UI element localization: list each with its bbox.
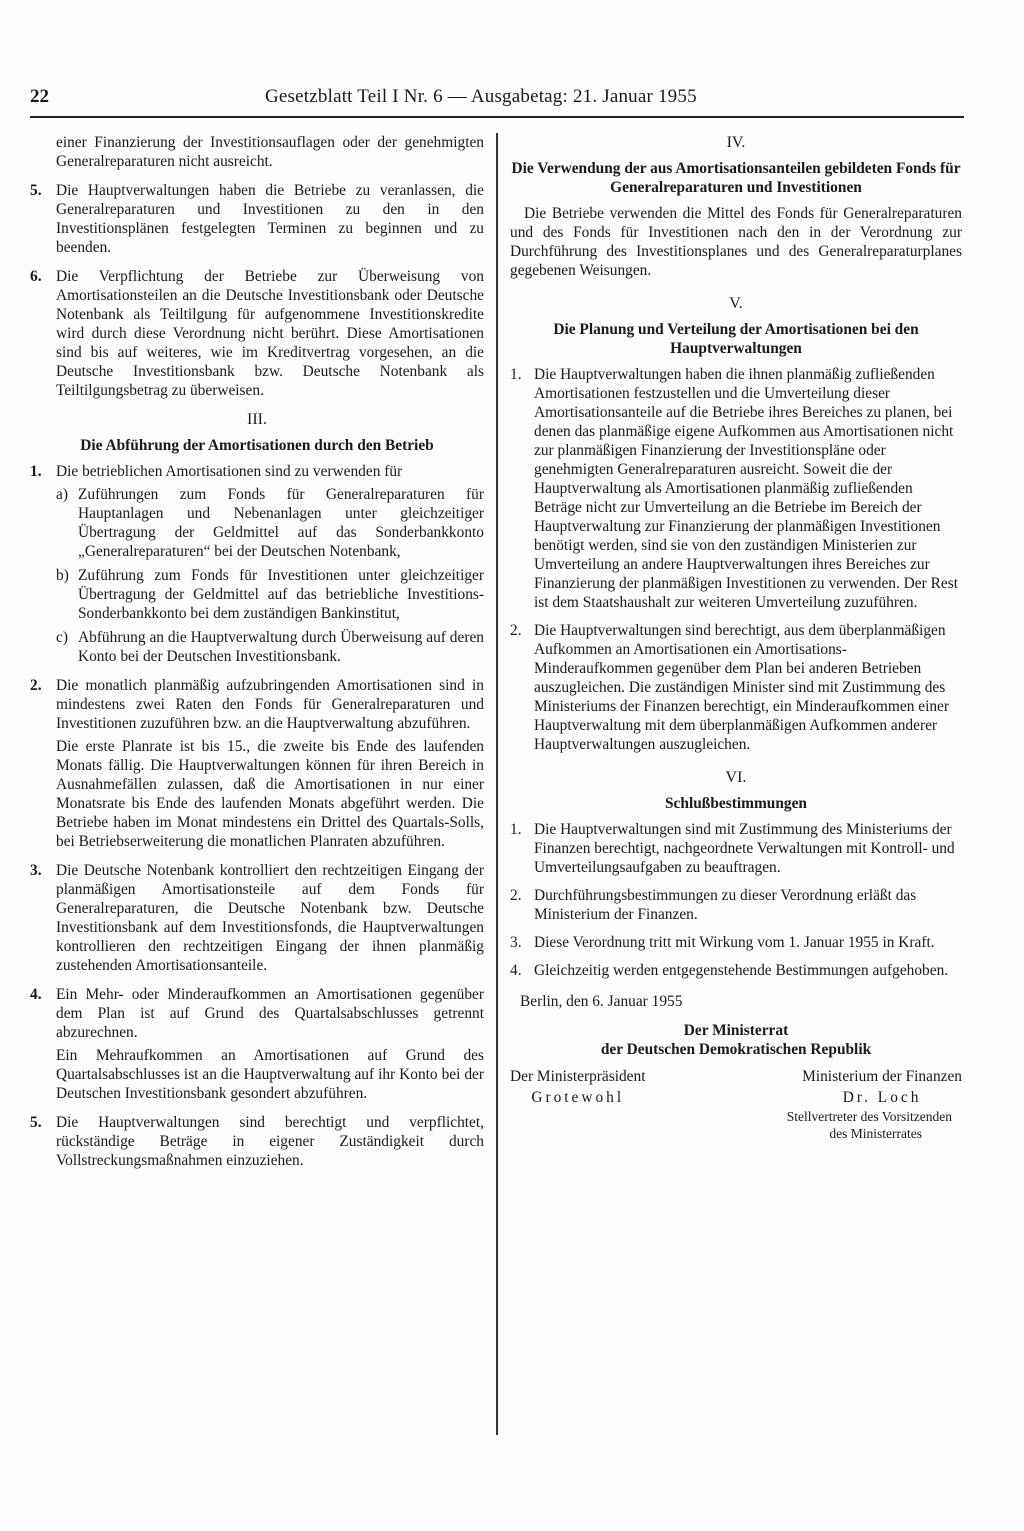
sub-item-letter: b) [56,567,69,584]
item-text-continued: Ein Mehraufkommen an Amortisationen auf Grund des Quartalsabschlusses ist an die Hauptverwaltung auf ihr Konto bei der Deutschen Investitionsbank gesondert abzuführen. [56,1047,484,1102]
page-header [30,86,964,118]
item-number: 6. [30,268,42,285]
sub-item [56,566,484,623]
section-paragraph: Die Betriebe verwenden die Mittel des Fonds für Generalreparaturen und des Fonds für Investitionen nach den in der Verordnung zur Durchführung des Investitionsplanes und des Generalreparaturplanes gegebenen Weisungen. [510,205,962,279]
signer-note: Stellvertreter des Vorsitzenden [786,1109,952,1124]
sub-item-text: Abführung an die Hauptverwaltung durch Überweisung auf deren Konto bei der Deutschen Investitionsbank. [78,629,484,665]
item-number: 1. [30,463,42,480]
list-item [30,861,484,975]
page-number: 22 [30,86,49,107]
list-item [30,985,484,1103]
item-number: 2. [510,887,522,904]
list-item [510,886,962,924]
section-number: VI. [725,769,747,786]
list-item [30,267,484,400]
section-number: V. [729,295,743,312]
item-number: 5. [30,1114,42,1131]
item-number: 3. [30,862,42,879]
item-text: Die Deutsche Notenbank kontrolliert den rechtzeitigen Eingang der planmäßigen Amortisationsteile auf dem Fonds für Generalreparaturen, die Deutsche Notenbank bzw. Deutsche Investitionsbank auf dem Investitionsfonds, die Hauptverwaltungen kontrollieren den rechtzeitigen Eingang der ihnen planmäßig zustehenden Amortisationsanteile. [56,862,484,974]
signer-name: Grotewohl [531,1089,625,1106]
item-text: Die Hauptverwaltungen sind berechtigt und verpflichtet, rückständige Beträge in eigener Zuständigkeit durch Vollstreckungsmaßnahmen einzuziehen. [56,1114,484,1169]
list-item [510,365,962,612]
section-title: Schlußbestimmungen [665,795,807,812]
item-number: 1. [510,366,522,383]
column-divider [496,133,498,1435]
item-text: Durchführungsbestimmungen zu dieser Verordnung erläßt das Ministerium der Finanzen. [534,887,917,923]
section-number: III. [247,411,267,428]
item-text: Diese Verordnung tritt mit Wirkung vom 1. Januar 1955 in Kraft. [534,934,935,951]
list-item [30,1113,484,1170]
right-column [510,133,962,1141]
item-number: 2. [510,622,522,639]
sub-item-text: Zuführungen zum Fonds für Generalreparaturen für Hauptanlagen und Nebenanlagen unter gleichzeitiger Übertragung der Geldmittel auf das Sonderbankkonto „Generalreparaturen“ bei der Deutschen Notenbank, [78,486,484,560]
list-item [510,820,962,877]
item-text: Die Hauptverwaltungen haben die Betriebe zu veranlassen, die Generalreparaturen und Investitionen zu den in den Investitionsplänen festgelegten Terminen zu beginnen und zu beenden. [56,182,484,256]
item-number: 3. [510,934,522,951]
left-column [30,133,484,1180]
item-number: 1. [510,821,522,838]
item-number: 4. [30,986,42,1003]
item-text: Die Hauptverwaltungen sind mit Zustimmung des Ministeriums der Finanzen berechtigt, nachgeordnete Verwaltungen mit Kontroll- und Umverteilungsaufgaben zu beauftragen. [534,821,955,876]
list-item [30,181,484,257]
list-item [30,462,484,481]
signature-row [510,1067,962,1107]
item-text: Gleichzeitig werden entgegenstehende Bestimmungen aufgehoben. [534,962,949,979]
section-title: Die Planung und Verteilung der Amortisationen bei den Hauptverwaltungen [553,321,919,357]
item-text-continued: Die erste Planrate ist bis 15., die zweite bis Ende des laufenden Monats fällig. Die Hauptverwaltungen können für ihren Bereich in Ausnahmefällen zulassen, daß die Amortisationen in nur einer Monatsrate bis Ende des laufenden Monats abgeführt werden. Die Betriebe haben im Monat mindestens ein Drittel des Quartals-Solls, bei Betriebserweiterung die monatlichen Planraten abzuführen. [56,738,484,850]
item-text: Die Hauptverwaltungen sind berechtigt, aus dem überplanmäßigen Aufkommen an Amortisationen ein Amortisations-Minderaufkommen gegenüber dem Plan bei anderen Betrieben auszugleichen. Die zuständigen Minister sind mit Zustimmung des Ministeriums der Finanzen berechtigt, ein Minderaufkommen einer Hauptverwaltung mit dem überplanmäßigen Aufkommen anderer Hauptverwaltungen auszugleichen. [534,622,949,753]
signer-name: Dr. Loch [842,1089,922,1106]
sub-item-letter: a) [56,486,68,503]
sub-item-text: Zuführung zum Fonds für Investitionen unter gleichzeitiger Übertragung der Geldmittel auf das betriebliche Investitions-Sonderbankkonto bei dem zuständigen Bankinstitut, [78,567,484,622]
list-item [510,621,962,754]
signature-org-line: Der Ministerrat [683,1022,789,1039]
running-title: Gesetzblatt Teil I Nr. 6 — Ausgabetag: 21. Januar 1955 [265,86,697,107]
list-item [510,933,962,952]
signer-note: des Ministerrates [829,1126,922,1141]
signature-right [802,1067,962,1107]
signature-org-line: der Deutschen Demokratischen Republik [600,1041,872,1058]
section-title: Die Abführung der Amortisationen durch den Betrieb [80,437,434,454]
sub-item [56,485,484,561]
date-line: Berlin, den 6. Januar 1955 [520,993,683,1010]
section-number: IV. [726,134,746,151]
sub-item-letter: c) [56,629,68,646]
sub-item [56,628,484,666]
item-number: 5. [30,182,42,199]
continuation-paragraph: einer Finanzierung der Investitionsauflagen oder der genehmigten Generalreparaturen nicht ausreicht. [56,134,484,170]
item-text: Ein Mehr- oder Minderaufkommen an Amortisationen gegenüber dem Plan ist auf Grund des Quartalsabschlusses getrennt abzurechnen. [56,986,484,1041]
item-text: Die Verpflichtung der Betriebe zur Überweisung von Amortisationsteilen an die Deutsche Investitionsbank oder Deutsche Notenbank als Teiltilgung für aufgenommene Investitionskredite wird durch diese Verordnung nicht berührt. Diese Amortisationen sind bis auf weiteres, wie im Kreditvertrag vorgesehen, an die Deutsche Investitionsbank bzw. Deutsche Notenbank als Teiltilgungsbetrag zu überweisen. [56,268,484,399]
item-text: Die monatlich planmäßig aufzubringenden Amortisationen sind in mindestens zwei Raten den Fonds für Generalreparaturen und Investitionen zuzuführen bzw. an die Hauptverwaltung abzuführen. [56,677,484,732]
section-title: Die Verwendung der aus Amortisationsanteilen gebildeten Fonds für Generalreparaturen und Investitionen [511,160,961,196]
list-item [30,676,484,851]
item-number: 4. [510,962,522,979]
signature-left [510,1067,646,1107]
item-text: Die betrieblichen Amortisationen sind zu verwenden für [56,463,403,480]
signer-role: Ministerium der Finanzen [802,1068,962,1085]
signer-role: Der Ministerpräsident [510,1068,646,1085]
item-text: Die Hauptverwaltungen haben die ihnen planmäßig zufließenden Amortisationen festzustellen und die Umverteilung dieser Amortisationsanteile auf die Betriebe ihres Bereiches zu planen, bei denen das planmäßige eigene Aufkommen aus Amortisationen nicht zur planmäßigen Finanzierung der Investitionspläne oder genehmigten Generalreparaturen ausreicht. Soweit die der Hauptverwaltung als Amortisationen planmäßig zufließenden Beträge nicht zur Umverteilung an die Betriebe im Bereich der Hauptverwaltung zur Finanzierung der planmäßigen Investitionen benötigt werden, sind sie von den zuständigen Ministerien zur Umverteilung an andere Hauptverwaltungen ihres Bereiches zur Finanzierung der planmäßigen Investitionen zu verwenden. Der Rest ist dem Staatshaushalt zur weiteren Umverteilung zuzuführen. [534,366,958,611]
item-number: 2. [30,677,42,694]
list-item [510,961,962,980]
